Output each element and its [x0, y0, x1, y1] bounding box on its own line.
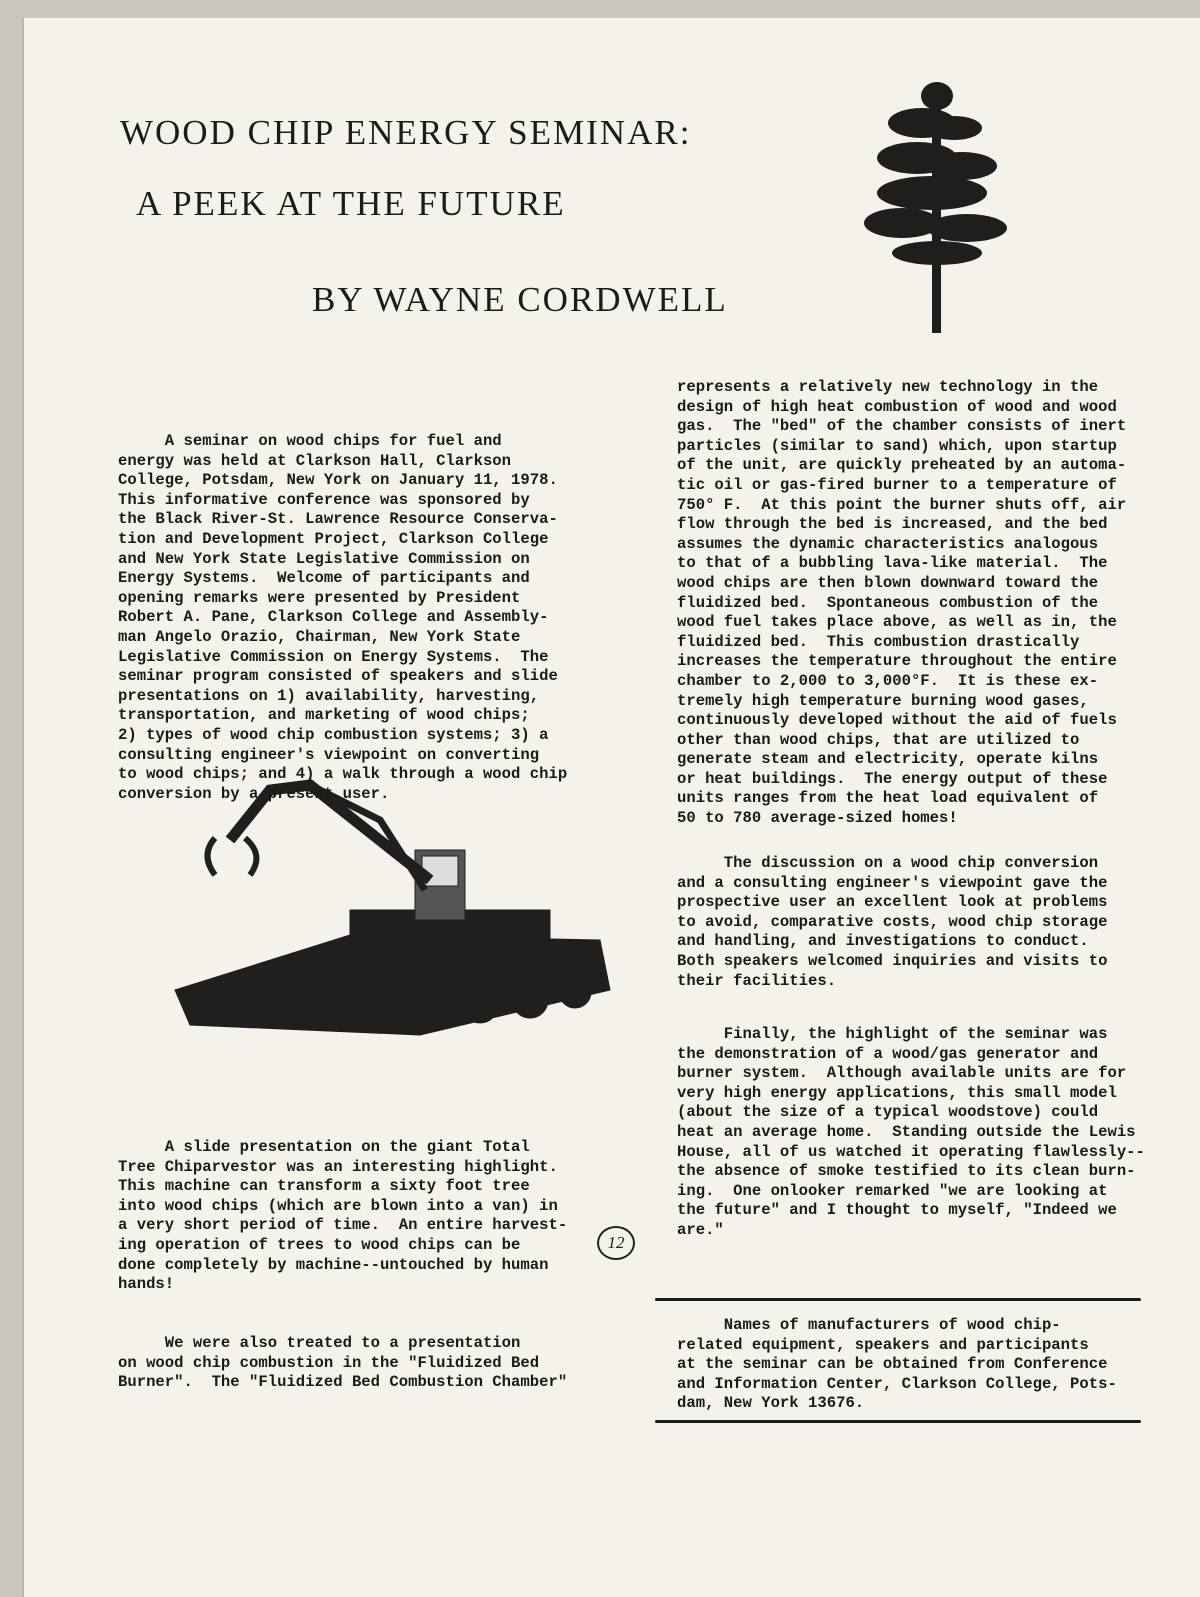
- text-line: House, all of us watched it operating flawlessly--: [677, 1142, 1145, 1161]
- text-line: to avoid, comparative costs, wood chip storage: [677, 912, 1108, 931]
- text-line: fluidized bed. Spontaneous combustion of the: [677, 593, 1099, 612]
- text-line: assumes the dynamic characteristics analogous: [677, 534, 1099, 553]
- text-line: and a consulting engineer's viewpoint gave the: [677, 873, 1108, 892]
- text-line: to wood chips; and 4) a walk through a wood chip: [118, 765, 568, 784]
- text-line: 750° F. At this point the burner shuts off, air: [677, 495, 1127, 514]
- text-line: generate steam and electricity, operate kilns: [677, 750, 1099, 769]
- text-line: energy was held at Clarkson Hall, Clarkson: [118, 451, 512, 470]
- text-line: into wood chips (which are blown into a van) in: [118, 1196, 558, 1215]
- information-note: [677, 1316, 1117, 1414]
- text-line: a very short period of time. An entire harvest-: [118, 1216, 568, 1235]
- divider-rule-top: [655, 1298, 1141, 1301]
- text-line: opening remarks were presented by President: [118, 588, 521, 607]
- text-line: This informative conference was sponsored by: [118, 490, 530, 509]
- text-line: particles (similar to sand) which, upon startup: [677, 436, 1117, 455]
- text-line: ing operation of trees to wood chips can be: [118, 1235, 521, 1254]
- text-line: the absence of smoke testified to its clean burn-: [677, 1162, 1136, 1181]
- text-line: Burner". The "Fluidized Bed Combustion Chamber": [118, 1373, 568, 1392]
- text-line: and Information Center, Clarkson College, Pots-: [677, 1374, 1117, 1393]
- text-line: gas. The "bed" of the chamber consists of inert: [677, 417, 1127, 436]
- text-line: hands!: [118, 1275, 175, 1294]
- text-line: at the seminar can be obtained from Conference: [677, 1355, 1108, 1374]
- text-line: A slide presentation on the giant Total: [118, 1138, 530, 1156]
- text-line: of the unit, are quickly preheated by an automa-: [677, 456, 1127, 475]
- text-line: A seminar on wood chips for fuel and: [118, 432, 502, 450]
- text-line: done completely by machine--untouched by human: [118, 1255, 549, 1274]
- text-line: the Black River-St. Lawrence Resource Conserva-: [118, 510, 558, 529]
- text-line: College, Potsdam, New York on January 11, 1978.: [118, 471, 558, 490]
- text-line: Legislative Commission on Energy Systems. The: [118, 647, 549, 666]
- page-number: 12: [597, 1226, 635, 1260]
- text-line: flow through the bed is increased, and the bed: [677, 515, 1108, 534]
- text-line: increases the temperature throughout the entire: [677, 652, 1117, 671]
- text-line: Robert A. Pane, Clarkson College and Assembly-: [118, 608, 549, 627]
- article-title-line-2: A PEEK AT THE FUTURE: [136, 184, 566, 223]
- text-line: design of high heat combustion of wood and wood: [677, 397, 1117, 416]
- text-line: represents a relatively new technology in the: [677, 378, 1099, 396]
- text-line: Tree Chiparvestor was an interesting highlight.: [118, 1157, 558, 1176]
- text-line: The discussion on a wood chip conversion: [677, 854, 1099, 872]
- pine-tree-illustration: [862, 78, 1012, 333]
- text-line: We were also treated to a presentation: [118, 1334, 521, 1352]
- text-line: seminar program consisted of speakers and slide: [118, 667, 558, 686]
- text-line: or heat buildings. The energy output of these: [677, 769, 1108, 788]
- text-line: 50 to 780 average-sized homes!: [677, 809, 958, 828]
- text-line: This machine can transform a sixty foot tree: [118, 1177, 530, 1196]
- text-line: on wood chip combustion in the "Fluidized Bed: [118, 1353, 540, 1372]
- right-paragraph-1: [677, 378, 1126, 829]
- text-line: Both speakers welcomed inquiries and visits to: [677, 951, 1108, 970]
- text-line: prospective user an excellent look at problems: [677, 893, 1108, 912]
- text-line: tic oil or gas-fired burner to a temperature of: [677, 475, 1117, 494]
- text-line: continuously developed without the aid of fuels: [677, 711, 1117, 730]
- text-line: their facilities.: [677, 971, 837, 990]
- text-line: dam, New York 13676.: [677, 1394, 865, 1413]
- text-line: Energy Systems. Welcome of participants and: [118, 569, 530, 588]
- text-line: fluidized bed. This combustion drastically: [677, 632, 1080, 651]
- text-line: wood chips are then blown downward toward the: [677, 573, 1099, 592]
- divider-rule-bottom: [655, 1420, 1141, 1423]
- left-paragraph-2: [118, 1138, 567, 1295]
- text-line: man Angelo Orazio, Chairman, New York State: [118, 627, 521, 646]
- text-line: Names of manufacturers of wood chip-: [677, 1316, 1061, 1334]
- text-line: tion and Development Project, Clarkson College: [118, 529, 549, 548]
- text-line: to that of a bubbling lava-like material. The: [677, 554, 1108, 573]
- right-paragraph-2: [677, 854, 1107, 991]
- text-line: other than wood chips, that are utilized to: [677, 730, 1080, 749]
- text-line: Finally, the highlight of the seminar was: [677, 1025, 1108, 1043]
- text-line: conversion by a present user.: [118, 784, 390, 803]
- article-byline: BY WAYNE CORDWELL: [312, 280, 728, 319]
- left-paragraph-3: [118, 1334, 567, 1393]
- text-line: and handling, and investigations to conduct.: [677, 932, 1089, 951]
- text-line: transportation, and marketing of wood chips;: [118, 706, 530, 725]
- text-line: and New York State Legislative Commission on: [118, 549, 530, 568]
- text-line: chamber to 2,000 to 3,000°F. It is these ex-: [677, 671, 1099, 690]
- text-line: related equipment, speakers and participants: [677, 1335, 1089, 1354]
- text-line: consulting engineer's viewpoint on converting: [118, 745, 540, 764]
- article-title-line-1: WOOD CHIP ENERGY SEMINAR:: [120, 113, 692, 152]
- text-line: ing. One onlooker remarked "we are looking at: [677, 1181, 1108, 1200]
- text-line: (about the size of a typical woodstove) could: [677, 1103, 1099, 1122]
- text-line: the demonstration of a wood/gas generator and: [677, 1044, 1099, 1063]
- text-line: tremely high temperature burning wood gases,: [677, 691, 1089, 710]
- text-line: heat an average home. Standing outside the Lewis: [677, 1122, 1136, 1141]
- text-line: presentations on 1) availability, harvesting,: [118, 686, 540, 705]
- text-line: are.": [677, 1220, 724, 1239]
- text-line: the future" and I thought to myself, "Indeed we: [677, 1201, 1117, 1220]
- right-paragraph-3: [677, 1025, 1145, 1241]
- left-paragraph-1: [118, 432, 567, 804]
- text-line: wood fuel takes place above, as well as in, the: [677, 613, 1117, 632]
- text-line: units ranges from the heat load equivalent of: [677, 789, 1099, 808]
- text-line: very high energy applications, this small model: [677, 1083, 1117, 1102]
- text-line: burner system. Although available units are for: [677, 1064, 1127, 1083]
- text-line: 2) types of wood chip combustion systems; 3) a: [118, 725, 549, 744]
